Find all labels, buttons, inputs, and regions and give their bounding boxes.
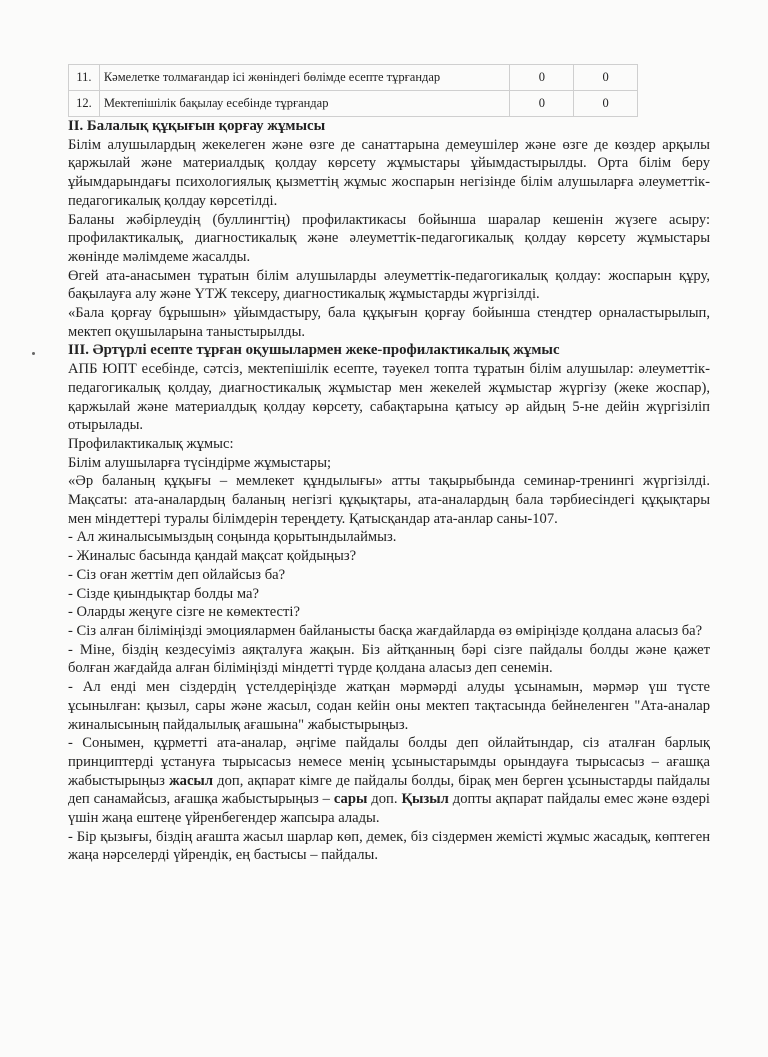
- row-value-2: 0: [574, 91, 638, 117]
- dialogue-line: - Ал енді мен сіздердің үстелдеріңізде жатқан мәрмәрді алуды ұсынамын, мәрмәр үш түсте ұсынылған: қызыл, сары және жасыл, содан кейін оны мектеп тақтасында бейнеленген "Ата-аналар жиналысының пайдалылық ағашына" жабыстырыңыз.: [68, 679, 710, 733]
- text-span: доп, ақпарат кімге де пайдалы болды, бірақ мен берген ұсыныстарды пайдалы деп санамайсыз, ағашқа жабыстырыңыз –: [68, 772, 710, 808]
- text-span: - Сонымен, құрметті ата-аналар, әңгіме пайдалы болды деп ойлайтындар, сіз аталған барлық принциптерді ұстануға тырысасыз немесе менің ұсыныстарымды орындауға тырысасыз – ағашқа жабыстырыңыз: [68, 735, 710, 789]
- section-3-paragraph: Білім алушыларға түсіндірме жұмыстары;: [68, 454, 332, 471]
- table-row: [69, 91, 638, 117]
- dialogue-line: - Бір қызығы, біздің ағашта жасыл шарлар көп, демек, біз сіздермен жемісті жұмыс жасадық, көптеген жаңа нәрселерді үйрендік, ең бастысы – пайдалы.: [68, 828, 710, 864]
- section-2-paragraph: Баланы жәбірлеудің (буллингтің) профилактикасы бойынша шаралар кешенін жүзеге асыру: профилактикалық, диагностикалық және әлеуметтік-педагогикалық қолдау көрсету жұмыстары жөнінде мәлімдеме жасалды.: [68, 211, 710, 265]
- row-value-1: 0: [510, 91, 574, 117]
- dialogue-line: - Ал жиналысымыздың соңында қорытындылаймыз.: [68, 529, 397, 546]
- red-word: Қызыл: [401, 791, 449, 808]
- dialogue-line: [68, 734, 710, 828]
- section-3-paragraph: «Әр баланың құқығы – мемлекет құндылығы» атты тақырыбында семинар-тренингі жүргізілді. Мақсаты: ата-аналардың баланың негізгі құқықтары, ата-аналардың бала тәрбиесіндегі құқықтары мен міндеттері туралы білімдерін тереңдету. Қатысқандар ата-анлар саны-107.: [68, 473, 710, 527]
- document-body: [68, 64, 710, 865]
- section-2-paragraph: Білім алушылардың жекелеген және өзге де санаттарына демеушілер және өзге де көздер арқылы қаржылай және материалдық қолдау көрсету жұмыстары ұйымдастырылды. Орта білім беру ұйымдарындағы психологиялық қызметтің жұмыс жоспарын негізінде білім алушыларға әлеуметтік-педагогикалық қолдау көрсетілді.: [68, 136, 710, 209]
- dialogue-line: - Сіз оған жеттім деп ойлайсыз ба?: [68, 566, 286, 583]
- dialogue-line: - Міне, біздің кездесуіміз аяқталуға жақын. Біз айтқанның бәрі сізге пайдалы болды және қажет болған жағдайда алған біліміңізді міндетті түрде қолдана аласыз деп сенемін.: [68, 641, 710, 677]
- section-2-paragraph: Өгей ата-анасымен тұратын білім алушыларды әлеуметтік-педагогикалық қолдау: жоспарын құру, бақылауға алу және ҮТЖ тексеру, диагностикалық жұмыстарды жүргізілді.: [68, 267, 710, 303]
- section-3-paragraph: Профилактикалық жұмыс:: [68, 435, 234, 452]
- text-span: допты ақпарат пайдалы емес және өздері үшін жаңа ештеңе үйренбегендер жапсыра алады.: [68, 791, 710, 827]
- section-3-heading: III. Әртүрлі есепте тұрған оқушылармен жеке-профилактикалық жұмыс: [68, 342, 560, 359]
- section-2-paragraph: «Бала қорғау бұрышын» ұйымдастыру, бала құқығын қорғау бойынша стендтер орналастырылып, мектеп оқушыларына таныстырылды.: [68, 305, 710, 340]
- row-number: 12.: [69, 91, 100, 117]
- section-2-heading: II. Балалық құқығын қорғау жұмысы: [68, 118, 326, 134]
- text-span: доп.: [367, 791, 402, 808]
- row-number: 11.: [69, 65, 100, 91]
- table-row: [69, 65, 638, 91]
- dialogue-line: - Жиналыс басында қандай мақсат қойдыңыз?: [68, 548, 357, 565]
- dialogue-line: - Сізде қиындықтар болды ма?: [68, 585, 259, 602]
- section-3-paragraph: АПБ ЮПТ есебінде, сәтсіз, мектепішілік есепте, тәуекел топта тұратын білім алушылар: әлеуметтік-педагогикалық қолдау, диагностикалық жұмыстар мен жекелей жұмыстар жүргізу (жеке жоспар), қаржылай және материалдық қолдау көрсету, сабақтарына қатысу әр айдың 5-не дейін жүргізіліп отырылады.: [68, 361, 710, 434]
- row-text: Мектепішілік бақылау есебінде тұрғандар: [99, 91, 510, 117]
- row-value-2: 0: [574, 65, 638, 91]
- row-text: Кәмелетке толмағандар ісі жөніндегі бөлімде есепте тұрғандар: [99, 65, 510, 91]
- scan-speck: [32, 352, 35, 355]
- green-word: жасыл: [169, 772, 214, 789]
- yellow-word: сары: [333, 791, 368, 808]
- summary-table: [68, 64, 638, 117]
- dialogue-line: - Сіз алған біліміңізді эмоциялармен байланысты басқа жағдайларда өз өміріңізде қолдана аласыз ба?: [68, 622, 703, 639]
- row-value-1: 0: [510, 65, 574, 91]
- dialogue-line: - Оларды жеңуге сізге не көмектесті?: [68, 604, 300, 621]
